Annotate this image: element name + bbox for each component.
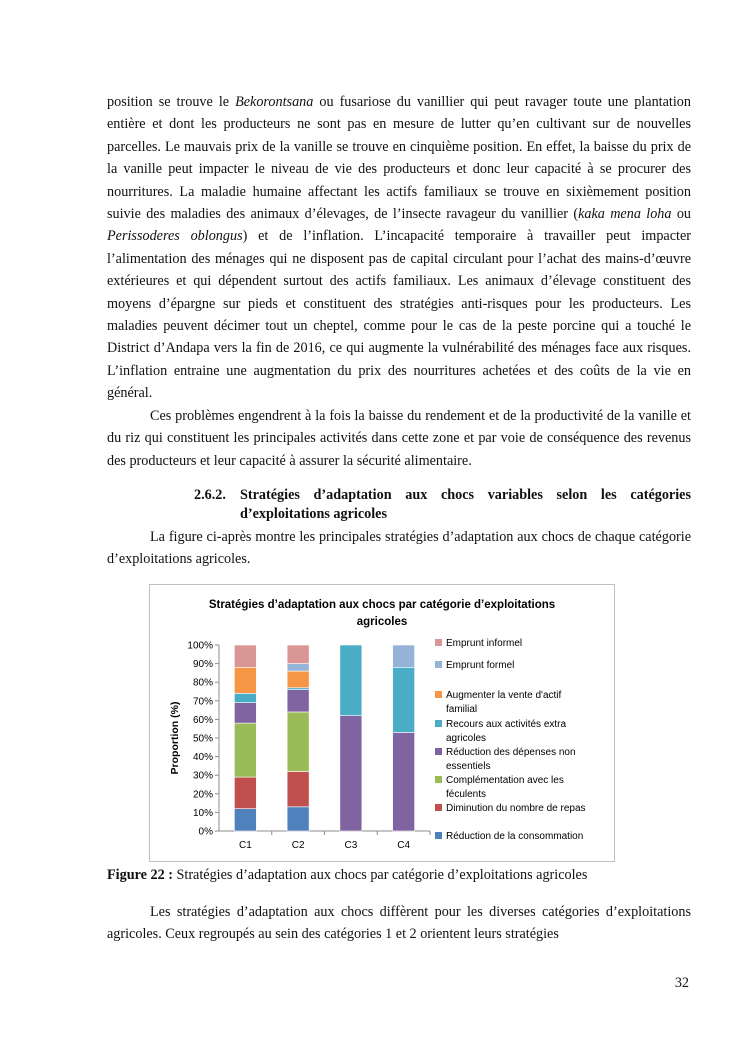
text-run: ou [671,206,692,223]
italic-term: Perissoderes oblongus [107,228,243,245]
y-tick-label: 0% [198,826,213,838]
bar-segment [234,693,256,702]
bar-segment [287,664,309,671]
bar-segment [234,809,256,831]
stacked-bar-chart [150,585,614,861]
bar-segment [340,716,362,831]
y-tick-label: 20% [192,789,213,801]
figure-caption-label: Figure 22 : [107,867,173,883]
x-tick-label: C2 [291,840,305,851]
text-run: position se trouve le [107,94,236,110]
legend-label: essentiels [446,761,491,772]
figure-chart [149,584,615,862]
legend-label: Recours aux activités extra [446,719,567,730]
bar-segment [287,671,309,688]
y-tick-label: 50% [192,733,213,745]
bar-segment [287,771,309,806]
legend-swatch [435,748,442,755]
y-tick-label: 60% [192,714,213,726]
y-tick-label: 30% [192,770,213,782]
legend-label: Emprunt formel [446,660,515,671]
bar-segment [340,645,362,716]
page-number: 32 [674,975,689,991]
text-run: ou fusariose du vanillier qui peut ravager toute une plantation entière et dont les producteurs ne sont pas en mesure de lutter qu’en cultivant sur de nouvelles parcelles. Le mauvais prix de la vanille se trouve en cinquième position. En effet, la baisse du prix de la vanille peut impacter le niveau de vie des producteurs et donc leur capacité à se procurer des nourritures. La maladie humaine affectant les actifs familiaux se trouve en sixièmement position suivie des maladies des animaux d’élevages, de l’insecte ravageur du vanillier ( [107,94,691,223]
paragraph-figure-intro: La figure ci-après montre les principales stratégies d’adaptation aux chocs de chaque catégorie d’exploitations agricoles. [107,529,691,568]
legend-label: Diminution du nombre de repas [446,803,586,814]
legend-label: familial [446,704,478,715]
legend-swatch [435,776,442,783]
paragraph-consequences: Ces problèmes engendrent à la fois la baisse du rendement et de la productivité de la vanille et du riz qui constituent les principales activités dans cette zone et par voie de conséquence des revenus des producteurs et leur capacité à assurer la sécurité alimentaire. [107,408,691,469]
legend-swatch [435,804,442,811]
figure-caption [107,867,587,884]
legend-swatch [435,639,442,646]
y-tick-label: 90% [192,659,213,671]
legend-swatch [435,832,442,839]
legend-swatch [435,691,442,698]
bar-segment [287,690,309,712]
legend-label: Réduction des dépenses non [446,747,576,758]
y-axis-title: Proportion (%) [169,701,181,775]
legend-label: Complémentation avec les [446,775,564,786]
bar-segment [287,645,309,664]
bar-segment [234,777,256,809]
x-tick-label: C1 [238,840,252,851]
bar-segment [234,645,256,667]
legend-label: Réduction de la consommation [446,831,584,842]
y-tick-label: 100% [187,640,213,652]
legend-label: féculents [446,789,487,800]
bar-segment [234,723,256,777]
bar-segment [393,667,415,732]
bar-segment [234,703,256,723]
paragraph-strategies: Les stratégies d’adaptation aux chocs diffèrent pour les diverses catégories d’exploitations agricoles. Ceux regroupés au sein des catégories 1 et 2 orientent leurs stratégies [107,904,691,943]
bar-segment [393,645,415,667]
section-number: 2.6.2. [194,487,226,503]
section-title: Stratégies d’adaptation aux chocs variables selon les catégories d’exploitations agricoles [240,487,691,522]
text-run: ) et de l’inflation. L’incapacité temporaire à travailler peut impacter l’alimentation des ménages qui ne disposent pas de capital circulant pour l’achat des mains-d’œuvre extérieures et qui dépendent surtout des actifs familiaux. Les animaux d’élevage constituent des moyens d’épargne sur pieds et constituent des stratégies anti-risques pour les producteurs. Les maladies peuvent décimer tout un cheptel, comme pour le cas de la peste porcine qui a touché le District d’Andapa vers la fin de 2016, ce qui augmente la vulnérabilité des ménages face aux risques. L’inflation entraine une augmentation du prix des nourritures achetées et des coûts de la vie en général. [107,228,691,402]
bar-segment [287,807,309,831]
legend-label: Augmenter la vente d'actif [446,690,562,701]
chart-title: Stratégies d’adaptation aux chocs par catégorie d’exploitations [208,599,556,611]
legend-swatch [435,661,442,668]
bar-segment [393,732,415,831]
y-tick-label: 40% [192,752,213,764]
x-tick-label: C3 [344,840,358,851]
legend-swatch [435,720,442,727]
paragraph-intro [107,91,691,405]
legend-label: agricoles [446,733,487,744]
legend-label: Emprunt informel [446,638,523,649]
y-tick-label: 10% [192,807,213,819]
y-tick-label: 70% [192,696,213,708]
chart-title: agricoles [356,616,408,628]
section-heading [194,486,691,524]
italic-term: Bekorontsana [235,94,314,110]
bar-segment [287,712,309,772]
figure-caption-text: Stratégies d’adaptation aux chocs par catégorie d’exploitations agricoles [172,867,588,883]
bar-segment [234,667,256,693]
y-tick-label: 80% [192,677,213,689]
italic-term: kaka mena loha [578,206,672,223]
x-tick-label: C4 [397,840,411,851]
